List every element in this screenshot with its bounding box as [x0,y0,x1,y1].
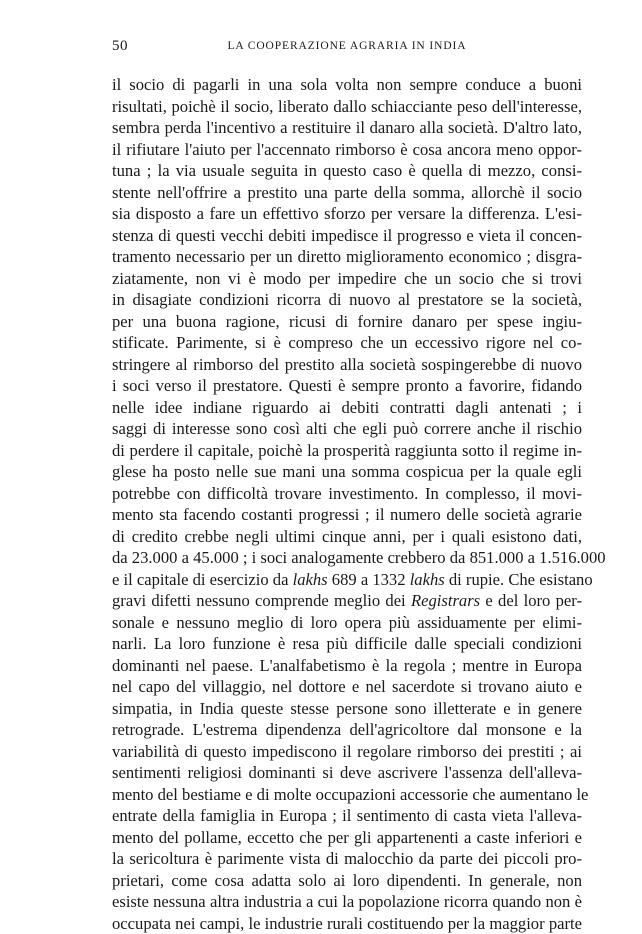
text-line: nelle idee indiane riguardo ai debiti contratti dagli antenati ; i [112,397,582,419]
text-line: ziatamente, non vi è modo per impedire che un socio che si trovi [112,268,582,290]
text-line: stente nell'offrire a prestito una parte della somma, allorchè il socio [112,182,582,204]
italic-term-lakhs: lakhs [293,570,328,589]
text-fragment: e del loro per- [480,591,582,610]
text-fragment: e il capitale di esercizio da [112,570,293,589]
text-fragment: 689 a 1332 [328,570,410,589]
text-line: mento del pollame, eccetto che per gli appartenenti a caste inferiori e [112,827,582,849]
text-line: sembra perda l'incentivo a restituire il danaro alla società. D'altro lato, [112,117,582,139]
italic-term-registrars: Registrars [411,591,480,610]
text-line: saggi di interesse sono così alti che egli può correre anche il rischio [112,418,582,440]
text-line: prietari, come cosa adatta solo ai loro dipendenti. In generale, non [112,870,582,892]
page-number: 50 [112,38,128,55]
page-header [112,38,582,58]
text-line: mento sta facendo costanti progressi ; il numero delle società agrarie [112,504,582,526]
text-line: entrate della famiglia in Europa ; il sentimento di casta vieta l'alleva- [112,805,582,827]
text-line: retrograde. L'estrema dipendenza dell'agricoltore dal monsone e la [112,719,582,741]
text-line: mento del bestiame e di molte occupazioni accessorie che aumentano le [112,784,582,806]
text-line: i soci verso il prestatore. Questi è sempre pronto a favorire, fidando [112,375,582,397]
text-line: da 23.000 a 45.000 ; i soci analogamente crebbero da 851.000 a 1.516.000 [112,547,582,569]
running-title: LA COOPERAZIONE AGRARIA IN INDIA [112,40,582,52]
text-line-with-italics [112,569,582,591]
italic-term-lakhs: lakhs [410,570,445,589]
text-line: tuna ; la via usuale seguita in questo caso è quella di mezzo, consi- [112,160,582,182]
text-line: tramento necessario per un diretto miglioramento economico ; disgra- [112,246,582,268]
text-line: nel capo del villaggio, nel dottore e nel sacerdote si trovano aiuto e [112,676,582,698]
text-line: di credito crebbe negli ultimi cinque anni, per i quali esistono dati, [112,526,582,548]
text-line: simpatia, in India queste stesse persone sono illetterate e in genere [112,698,582,720]
text-line: sentimenti religiosi dominanti si deve ascrivere l'assenza dell'alleva- [112,762,582,784]
text-line: stringere al rimborso del prestito alla società sospingerebbe di nuovo [112,354,582,376]
body-paragraph [112,74,582,934]
text-line: per una buona ragione, ricusi di fornire danaro per spese ingiu- [112,311,582,333]
text-fragment: di rupie. Che esistano [445,570,593,589]
text-line: dominanti nel paese. L'analfabetismo è la regola ; mentre in Europa [112,655,582,677]
text-line: variabilità di questo impediscono il regolare rimborso dei prestiti ; ai [112,741,582,763]
text-line: sia disposto a fare un effettivo sforzo per versare la differenza. L'esi- [112,203,582,225]
text-line: il socio di pagarli in una sola volta non sempre conduce a buoni [112,74,582,96]
text-line: narli. La loro funzione è resa più difficile dalle speciali condizioni [112,633,582,655]
text-line: risultati, poichè il socio, liberato dallo schiacciante peso dell'interesse, [112,96,582,118]
text-line: potrebbe con difficoltà trovare investimento. In complesso, il movi- [112,483,582,505]
text-line: glese ha posto nelle sue mani una somma cospicua per la quale egli [112,461,582,483]
text-line: la sericoltura è parimente vista di malocchio da parte dei piccoli pro- [112,848,582,870]
text-line: sonale e nessuno meglio di loro opera più assiduamente per elimi- [112,612,582,634]
text-line: stenza di questi vecchi debiti impedisce il progresso e vieta il concen- [112,225,582,247]
text-line: stificate. Parimente, si è compreso che un eccessivo rigore nel co- [112,332,582,354]
text-line: occupata nei campi, le industrie rurali costituendo per la maggior parte [112,913,582,934]
text-line: di perdere il capitale, poichè la prosperità raggiunta sotto il regime in- [112,440,582,462]
text-fragment: gravi difetti nessuno comprende meglio dei [112,591,411,610]
text-line: in disagiate condizioni ricorra di nuovo al prestatore se la società, [112,289,582,311]
text-line: esiste nessuna altra industria a cui la popolazione ricorra quando non è [112,891,582,913]
text-line: il rifiutare l'aiuto per l'accennato rimborso è cosa ancora meno oppor- [112,139,582,161]
text-line-with-italics [112,590,582,612]
